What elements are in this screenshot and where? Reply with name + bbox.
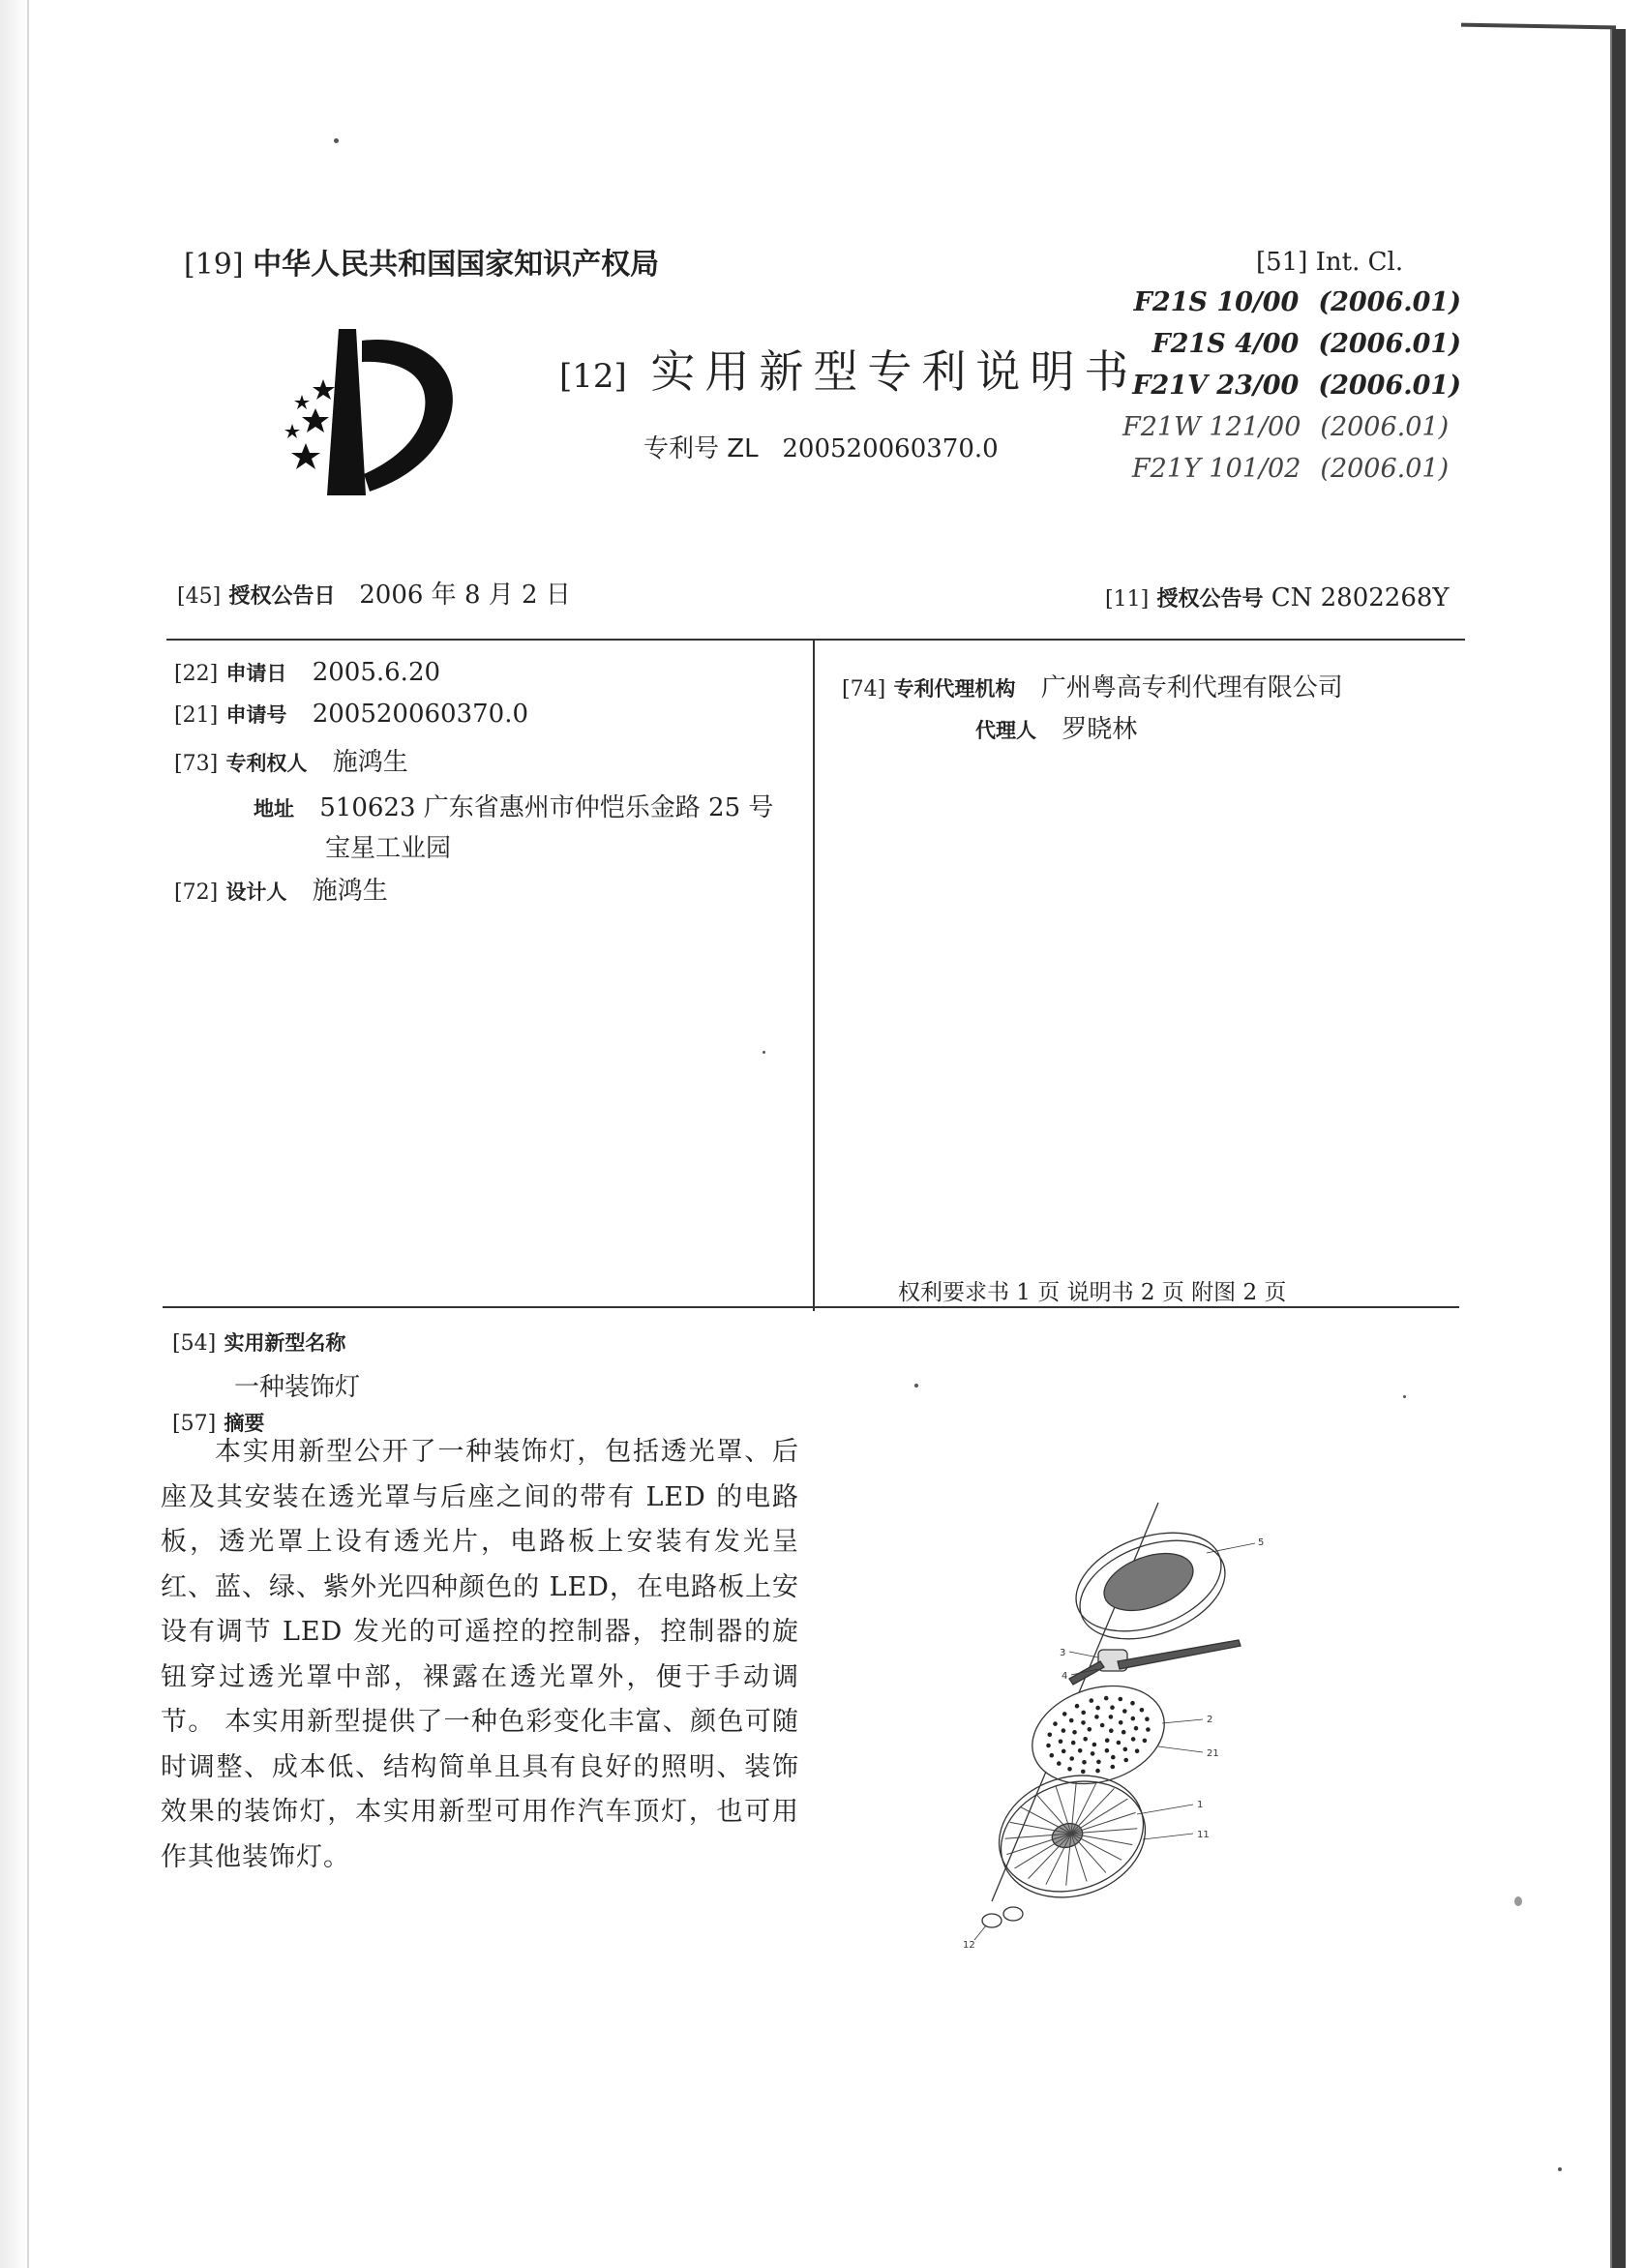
led-dot [1082,1760,1087,1765]
led-dot [1062,1712,1067,1716]
scan-speck [1403,1395,1406,1398]
ipc-class-row: F21S 4/00 (2006.01) [1152,329,1461,359]
led-dot [1119,1720,1123,1725]
address: 地址 510623 广东省惠州市仲恺乐金路 25 号 [254,793,774,822]
patent-agency: [74] 专利代理机构 广州粤高专利代理有限公司 [842,673,1343,702]
publication-no-value: CN 2802268Y [1271,583,1450,612]
header-rule [166,639,1465,641]
cable-left [1069,1661,1104,1685]
led-dot [1088,1727,1092,1732]
led-dot [1123,1758,1128,1763]
scan-speck [1558,2167,1562,2171]
led-dot [1094,1715,1099,1719]
led-dot [1135,1748,1140,1753]
led-dot [1092,1743,1097,1747]
patentee: [73] 专利权人 施鸿生 [174,748,408,777]
exploded-lamp-drawing [953,1495,1272,1959]
label-4: 4 [1062,1671,1068,1682]
led-dot [1081,1711,1086,1716]
leader-21 [1158,1746,1203,1752]
led-dot [1134,1726,1139,1731]
led-dot [1140,1708,1145,1713]
leader-12 [974,1925,986,1940]
led-dot [1046,1744,1051,1748]
scan-speck [334,138,339,143]
led-dot [1069,1756,1074,1761]
patent-no-value: 200520060370.0 [782,434,999,463]
publication-date: [45] 授权公告日 2006 年 8 月 2 日 [177,581,571,610]
led-dot [1075,1704,1080,1709]
abstract-heading: [57] 摘要 [172,1412,265,1436]
lens-cover-inner [1096,1542,1201,1622]
led-dot [1123,1747,1128,1752]
page-count-summary: 权利要求书 1 页 说明书 2 页 附图 2 页 [898,1280,1287,1305]
column-divider [813,640,815,1311]
scan-left-margin [0,0,29,2268]
scan-speck [914,1384,918,1388]
led-dot [1131,1737,1136,1742]
circuit-board [1020,1670,1178,1801]
foot-left [982,1914,1002,1927]
led-dot [1110,1705,1115,1710]
led-dot [1130,1701,1135,1706]
scan-speck [763,1051,765,1054]
led-dot [1119,1697,1123,1702]
led-dot [1062,1728,1066,1733]
led-dot [1062,1749,1066,1754]
utility-model-name-heading: [54] 实用新型名称 [172,1331,346,1356]
leader-2 [1162,1719,1203,1723]
led-dot [1117,1741,1122,1746]
label-12: 12 [963,1940,975,1951]
patent-agent: 代理人 罗晓林 [975,715,1138,744]
utility-model-title: 一种装饰灯 [234,1373,361,1402]
led-dot [1111,1755,1116,1760]
led-dot [1143,1739,1148,1744]
led-dot [1111,1765,1116,1770]
office-name: 中华人民共和国国家知识产权局 [253,248,660,282]
led-dot [1081,1770,1086,1775]
publication-date-value: 2006 年 8 月 2 日 [359,581,571,610]
led-dot [1078,1748,1083,1753]
scan-top-edge [1461,23,1616,30]
leader-5 [1207,1543,1255,1553]
cable [1118,1640,1241,1669]
label-2: 2 [1207,1715,1213,1725]
doc-type-title: 实用新型专利说明书 [650,345,1139,398]
led-dot [1146,1727,1151,1732]
ipc-code: [51] [1256,248,1308,277]
led-dot [1095,1769,1100,1774]
led-dot [1109,1728,1114,1733]
biblio-rule [163,1306,1459,1308]
ipc-label: Int. Cl. [1315,248,1404,277]
ipc-class-row: F21V 23/00 (2006.01) [1132,371,1461,401]
led-dot [1091,1751,1095,1756]
patent-number [643,429,999,464]
ipc-heading [1256,248,1403,277]
label-11: 11 [1197,1830,1210,1840]
ipc-class-list [1122,287,1461,495]
filing-date: [22] 申请日 2005.6.20 [174,658,441,687]
scan-right-edge [1610,29,1626,2268]
led-dot [1122,1730,1126,1735]
office-code: [19] [184,248,244,282]
application-number: [21] 申请号 200520060370.0 [174,700,529,729]
led-dot [1081,1720,1086,1725]
led-dot [1090,1698,1094,1703]
publication-no-label: 授权公告号 [1156,587,1264,612]
address-line2: 宝星工业园 [325,834,452,863]
label-1: 1 [1197,1800,1204,1810]
led-dot [1122,1709,1127,1714]
sipo-emblem-icon [254,319,486,513]
patent-no-label: 专利号 ZL [643,434,759,463]
abstract-text: 本实用新型公开了一种装饰灯，包括透光罩、后座及其安装在透光罩与后座之间的带有 LED 的电路板，透光罩上设有透光片，电路板上安装有发光呈红、蓝、绿、紫外光四种颜色的 LED，在电路板上安设有调节 LED 发光的可遥控的控制器，控制器的旋钮穿过透光罩中部，裸露在透光罩外，便于手动调节。 本实用新型提供了一种色彩变化丰富、颜色可随时调整、成本低、结构简单且具有良好的照明、装饰效果的装饰灯，本实用新型可用作汽车顶灯，也可用作其他装饰灯。 [161,1437,799,1872]
leader-1 [1137,1805,1193,1814]
led-dot [1071,1741,1076,1746]
designer: [72] 设计人 施鸿生 [174,877,388,906]
led-dot [1100,1723,1105,1728]
doc-type-code: [12] [559,357,627,396]
office-header [184,240,659,283]
led-dot [1072,1730,1077,1735]
leader-11 [1143,1834,1193,1839]
leader-3 [1069,1652,1098,1657]
led-dot [1104,1696,1109,1701]
label-3: 3 [1060,1648,1066,1658]
led-dot [1057,1761,1062,1766]
led-dot [1131,1716,1136,1721]
document-type [559,337,1138,401]
led-dot [1069,1718,1074,1723]
led-dot [1067,1767,1072,1772]
led-dot [1059,1740,1063,1745]
led-dot [1105,1738,1110,1743]
led-dot [1105,1748,1110,1753]
publication-number: [11] 授权公告号 CN 2802268Y [1105,583,1450,612]
ipc-class-row: F21S 10/00 (2006.01) [1133,287,1461,317]
led-dot [1095,1706,1100,1711]
foot-right [1003,1907,1023,1921]
publication-date-label: 授权公告日 [228,584,336,609]
led-dot [1048,1733,1053,1738]
ipc-class-row: F21Y 101/02 (2006.01) [1131,454,1450,484]
led-dot [1050,1753,1055,1758]
led-dot [1109,1715,1114,1719]
led-dot [1083,1737,1088,1742]
scan-speck [1514,1896,1522,1906]
led-dot [1145,1716,1150,1721]
label-5: 5 [1258,1537,1265,1548]
led-dot [1053,1721,1058,1726]
ipc-class-row: F21W 121/00 (2006.01) [1122,412,1450,442]
led-dot [1096,1760,1101,1765]
label-21: 21 [1207,1748,1219,1759]
